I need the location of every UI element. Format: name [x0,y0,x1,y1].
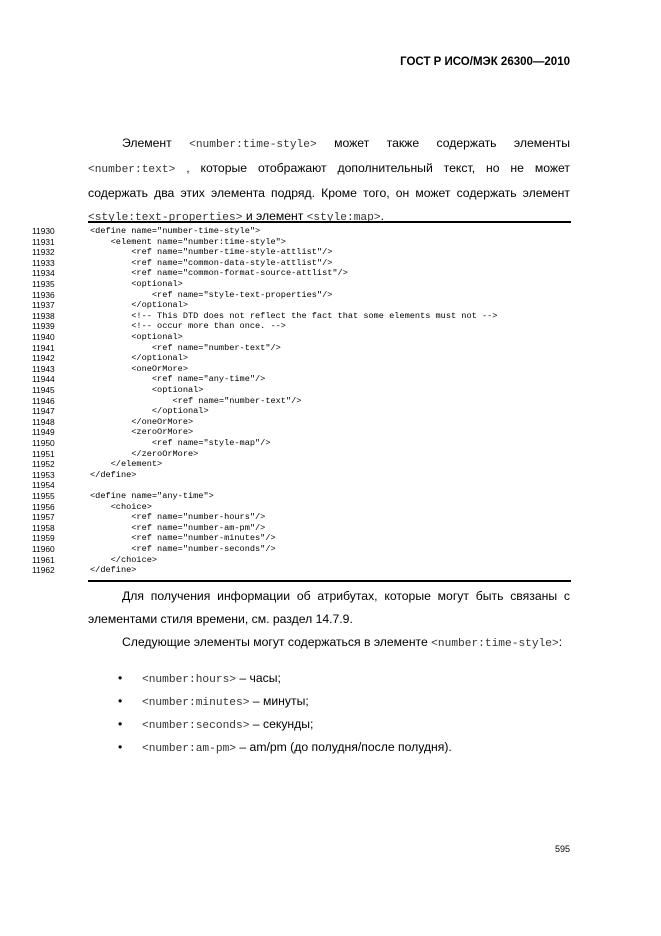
code-text: <define name="any-time"> [90,491,214,501]
code-text: <ref name="common-format-source-attlist"/> [90,268,348,279]
line-number: 11940 [32,332,55,342]
code-text: </define> [90,469,137,480]
code-text: <choice> [90,501,152,512]
code-text: <zeroOrMore> [90,427,194,438]
code-text: <!-- occur more than once. --> [90,321,286,332]
attributes-paragraph: Для получения информации об атрибутах, которые могут быть связаны с элементами стиля времени, см. раздел 14.7.9. [88,589,570,626]
code-text: </optional> [90,353,188,364]
intro-paragraph [88,132,570,230]
line-number: 11947 [32,406,55,417]
code-text: <ref name="number-minutes"/> [90,533,276,544]
code-text: </choice> [90,554,158,565]
line-number: 11949 [32,427,55,438]
code-text: <ref name="number-hours"/> [90,512,266,523]
code-text: <ref name="style-map"/> [90,438,271,448]
code-text: <ref name="any-time"/> [90,374,266,385]
code-ref-time-style: <number:time-style> [189,139,317,151]
intro-text-5: . [380,209,384,223]
code-text: <oneOrMore> [90,363,188,374]
line-number: 11955 [32,491,55,501]
code-text: </optional> [90,406,209,417]
code-text: <ref name="number-seconds"/> [90,544,276,554]
code-text: <optional> [90,279,183,289]
line-number: 11961 [32,554,55,565]
code-text: </zeroOrMore> [90,448,199,459]
contained-text-2: : [558,635,563,649]
line-number: 11932 [32,247,55,258]
code-text: <ref name="common-data-style-attlist"/> [90,257,333,268]
line-number: 11957 [32,512,55,523]
bullet-code: <number:minutes> [142,697,250,709]
code-text: <ref name="number-text"/> [90,395,302,406]
intro-text-3: , которые отображают дополнительный текст, но не может содержать два этих элемента подряд. Кроме того, он может содержать элемент [88,161,570,200]
code-text: <!-- This DTD does not reflect the fact that some elements must not --> [90,310,498,321]
code-text: <ref name="number-am-pm"/> [90,522,266,533]
code-text: <element name="number:time-style"> [90,236,286,247]
code-ref-time-style-2: <number:time-style> [431,638,559,650]
line-number: 11937 [32,300,55,311]
intro-text-4: и элемент [245,209,304,223]
code-text: <ref name="number-time-style-attlist"/> [90,247,333,258]
code-text: <define name="number-time-style"> [90,226,261,236]
bullet-dot: • [118,694,123,708]
line-number: 11960 [32,544,55,554]
code-ref-map: <style:map> [306,212,381,224]
code-bottom-rule [88,580,571,582]
code-ref-text: <number:text> [88,164,176,176]
bullet-dot: • [118,717,123,731]
line-number: 11934 [32,268,55,279]
document-header: ГОСТ Р ИСО/МЭК 26300—2010 [400,56,570,68]
code-text: </optional> [90,300,188,311]
line-number: 11954 [32,480,55,491]
line-number: 11956 [32,501,55,512]
intro-text-2: может также содержать элементы [334,136,570,150]
line-number: 11933 [32,257,55,268]
intro-text-1: Элемент [122,136,172,150]
code-text: <optional> [90,332,183,342]
code-top-rule [88,221,571,223]
line-number: 11950 [32,438,55,448]
line-number: 11943 [32,363,55,374]
line-number: 11944 [32,374,55,385]
bullet-code: <number:am-pm> [142,743,236,755]
line-number: 11959 [32,533,55,544]
bullet-text: – секунды; [249,717,314,731]
bullet-code: <number:hours> [142,674,236,686]
line-number: 11941 [32,342,55,353]
line-number: 11938 [32,310,55,321]
line-number: 11945 [32,385,55,395]
line-number: 11935 [32,279,55,289]
line-number: 11953 [32,469,55,480]
contained-text-1: Следующие элементы могут содержаться в элементе [122,635,428,649]
line-number: 11962 [32,565,55,576]
line-number: 11948 [32,416,55,427]
line-number: 11951 [32,448,55,459]
bullet-dot: • [118,740,123,754]
bullet-text: – минуты; [249,694,309,708]
bullet-text: – часы; [236,671,281,685]
code-text: <ref name="number-text"/> [90,342,281,353]
code-text: <optional> [90,385,204,395]
line-number: 11942 [32,353,55,364]
line-number: 11931 [32,236,55,247]
code-text: </oneOrMore> [90,416,194,427]
code-text: </define> [90,565,137,576]
contained-elements-paragraph [88,631,570,656]
bullet-code: <number:seconds> [142,720,250,732]
line-number: 11930 [32,226,55,236]
line-number: 11946 [32,395,55,406]
code-text: <ref name="style-text-properties"/> [90,289,333,300]
line-number: 11939 [32,321,55,332]
page-number: 595 [554,844,570,854]
code-ref-text-properties: <style:text-properties> [88,212,243,224]
code-text: </element> [90,459,163,470]
bullet-text: – am/pm (до полудня/после полудня). [236,740,452,754]
bullet-dot: • [118,671,123,685]
line-number: 11958 [32,522,55,533]
line-number: 11952 [32,459,55,470]
line-number: 11936 [32,289,55,300]
